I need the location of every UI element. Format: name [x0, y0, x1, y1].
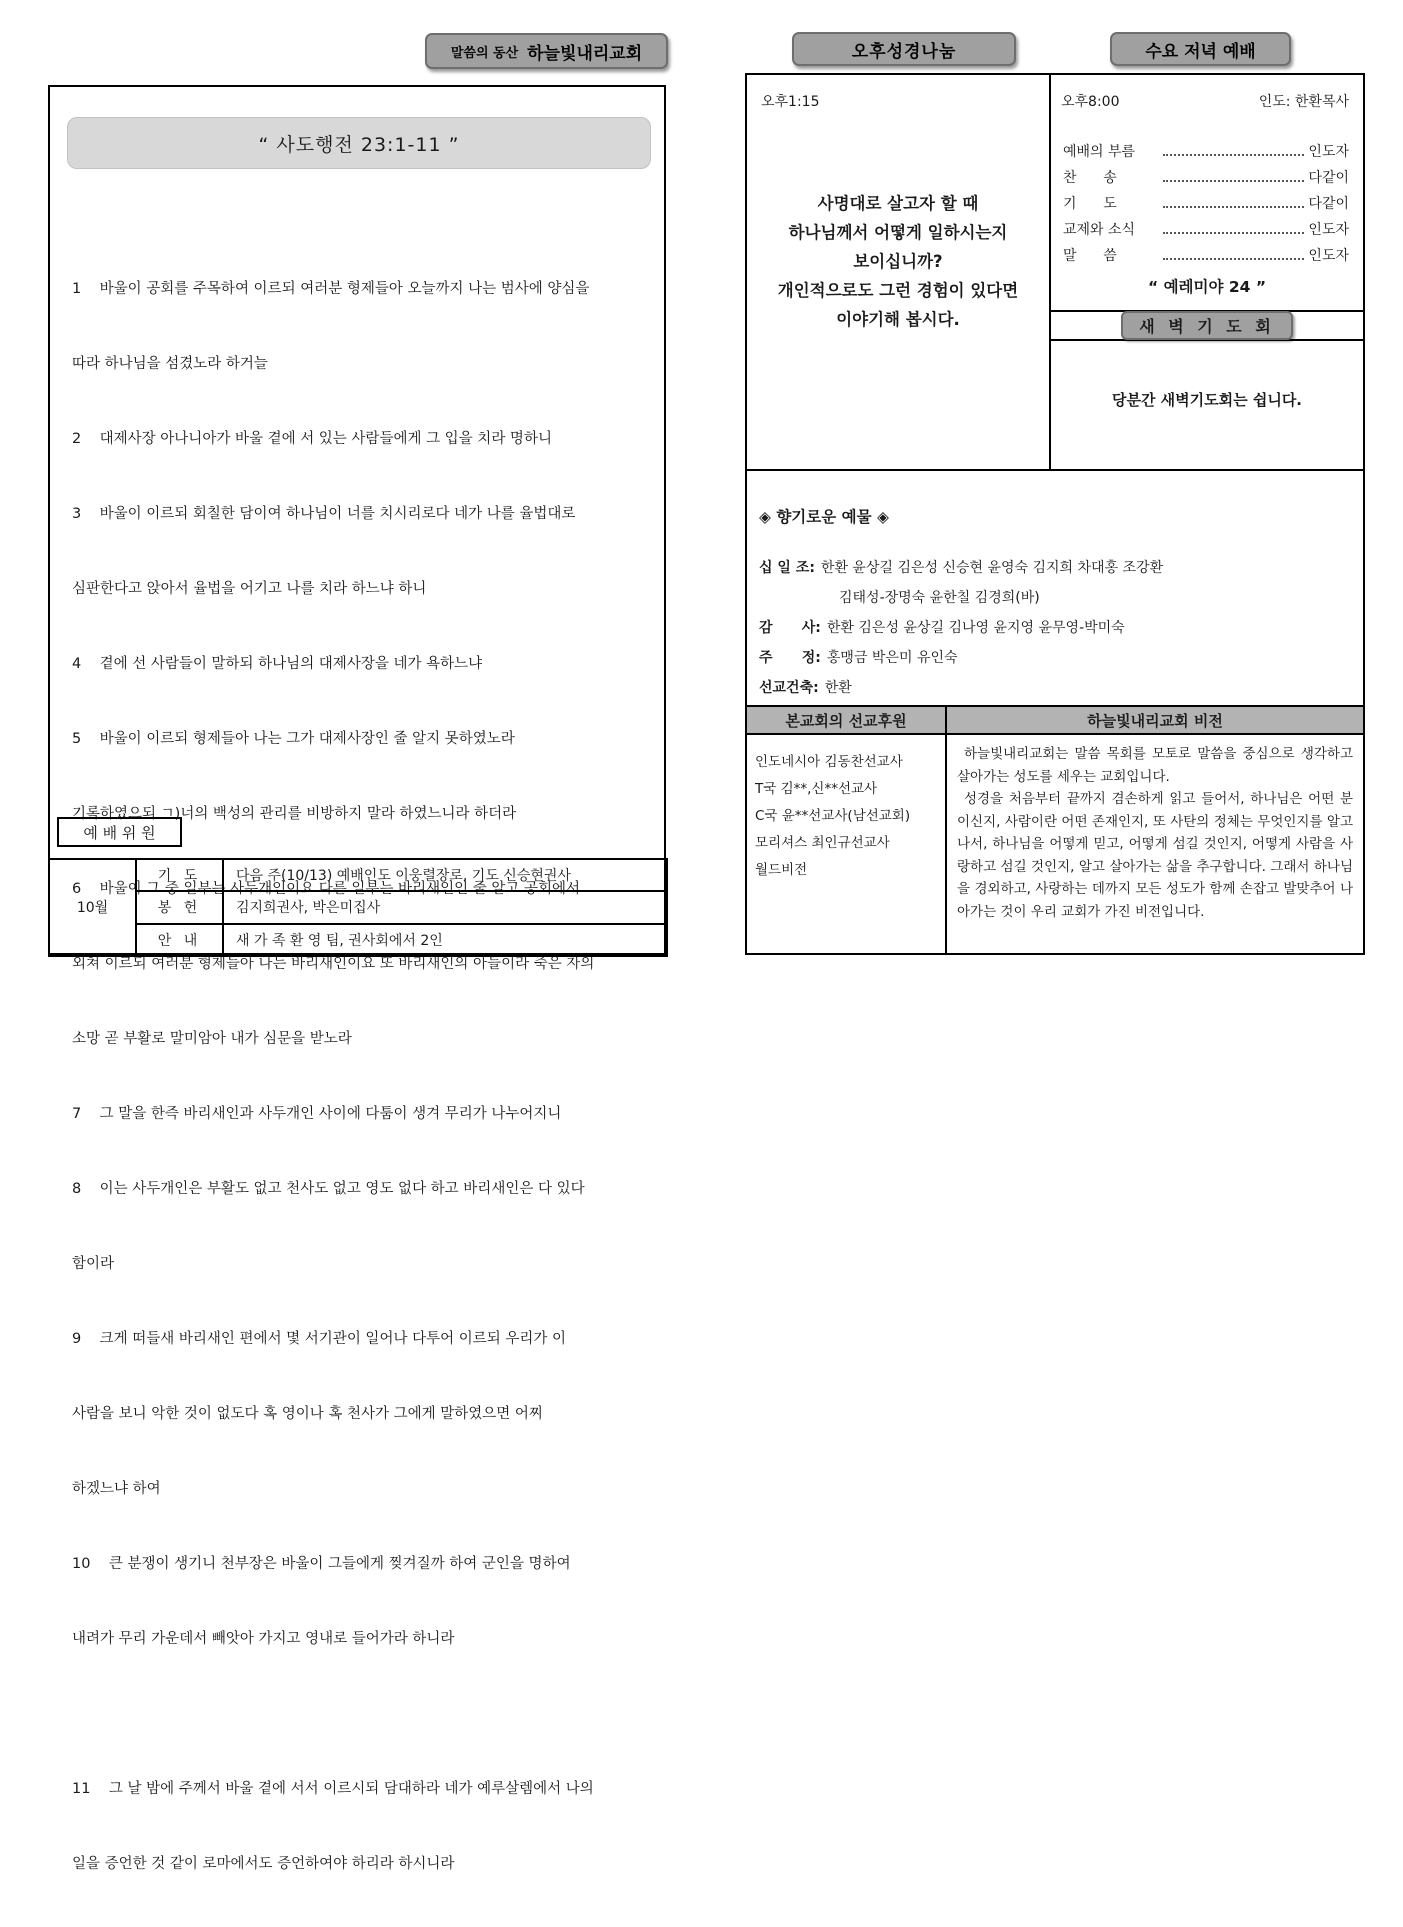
verse-line: 3 바울이 이르되 회칠한 담이여 하나님이 너를 치시리로다 네가 나를 율법대로 [72, 506, 576, 522]
dotted-leader [1163, 206, 1304, 208]
duty-month-cell: 10월 [50, 860, 137, 957]
duty-row-label: 안 내 [137, 925, 224, 957]
offering-row [759, 553, 1349, 583]
verse-line: 6 바울이 그 중 일부는 사두개인이요 다른 일부는 바리새인인 줄 알고 공회에서 [72, 881, 580, 897]
order-row [1063, 187, 1349, 213]
top-section [747, 75, 1363, 469]
verse-line: 10 큰 분쟁이 생기니 천부장은 바울이 그들에게 찢겨질까 하여 군인을 명하여 [72, 1556, 571, 1572]
order-row [1063, 213, 1349, 239]
wednesday-service-badge: 수요 저녁 예배 [1110, 32, 1291, 66]
question-line: 개인적으로도 그런 경험이 있다면 [777, 281, 1019, 300]
offering-names: 한환 [824, 680, 852, 696]
duty-row-label: 봉 헌 [137, 892, 224, 924]
verse-line: 심판한다고 앉아서 율법을 어기고 나를 치라 하느냐 하니 [72, 581, 427, 597]
verse-line: 사람을 보니 악한 것이 없도다 혹 영이나 혹 천사가 그에게 말하였으면 어찌 [72, 1406, 543, 1422]
order-row [1063, 135, 1349, 161]
verse-line: 9 크게 떠들새 바리새인 편에서 몇 서기관이 일어나 다투어 이르되 우리가 이 [72, 1331, 566, 1347]
order-who: 다같이 [1308, 170, 1349, 186]
verse-line: 4 곁에 선 사람들이 말하되 하나님의 대제사장을 네가 욕하느냐 [72, 656, 483, 672]
verse-line: 8 이는 사두개인은 부활도 없고 천사도 없고 영도 없다 하고 바리새인은 다 있다 [72, 1181, 585, 1197]
dotted-leader [1163, 232, 1304, 234]
offering-label: 선교건축: [759, 680, 819, 696]
dotted-leader [1163, 258, 1304, 260]
dawn-prayer-notice: 당분간 새벽기도회는 쉽니다. [1111, 391, 1303, 409]
wednesday-service-cell [1051, 75, 1363, 469]
offering-row [759, 613, 1349, 643]
question-line: 이야기해 봅시다. [836, 310, 960, 329]
offering-names: 홍맹금 박은미 유인숙 [826, 650, 958, 666]
offering-label: 십 일 조: [759, 560, 815, 576]
service-time: 오후8:00 [1061, 94, 1120, 110]
offering-names: 김태성-장명숙 윤한칠 김경희(바) [839, 590, 1040, 606]
bottom-table-body [747, 735, 1363, 955]
verse-line: 5 바울이 이르되 형제들아 나는 그가 대제사장인 줄 알지 못하였노라 [72, 731, 515, 747]
verse-line: 기록하였으되 ㄱ)너의 백성의 관리를 비방하지 말라 하였느니라 하더라 [72, 806, 517, 822]
service-leader: 인도: 한환목사 [1258, 94, 1349, 110]
vision-paragraph: 하늘빛내리교회는 말씀 목회를 모토로 말씀을 중심으로 생각하고 살아가는 성도를 세우는 교회입니다. [957, 746, 1353, 785]
verse-line: 일을 증언한 것 같이 로마에서도 증언하여야 하리라 하시니라 [72, 1856, 455, 1872]
offering-row [759, 643, 1349, 673]
offering-row [759, 673, 1349, 703]
worship-order-list [1051, 135, 1363, 265]
order-item: 예배의 부름 [1063, 144, 1136, 160]
order-item: 찬 송 [1063, 170, 1117, 186]
verse-line-blank [72, 1702, 650, 1727]
order-who: 인도자 [1308, 248, 1349, 264]
bottom-table-header [747, 705, 1363, 735]
mission-support-list [747, 735, 947, 955]
scripture-title: “ 사도행전 23:1-11 ” [67, 117, 651, 169]
info-page-panel [745, 73, 1365, 955]
order-item: 기 도 [1063, 196, 1117, 212]
offerings-list [759, 553, 1349, 703]
offering-names: 한환 윤상길 김은성 신승현 윤영숙 김지희 차대홍 조강환 [820, 560, 1164, 576]
dotted-leader [1163, 180, 1304, 182]
dotted-leader [1163, 154, 1304, 156]
vision-text [947, 735, 1363, 955]
duty-row-label: 기 도 [137, 860, 224, 892]
order-who: 다같이 [1308, 196, 1349, 212]
dawn-prayer-badge: 새 벽 기 도 회 [1121, 311, 1293, 340]
verse-line: 함이라 [72, 1256, 115, 1272]
verse-line: 11 그 날 밤에 주께서 바울 곁에 서서 이르시되 담대하라 네가 예루살렘에서 나의 [72, 1781, 594, 1797]
worship-committee-label: 예 배 위 원 [57, 817, 182, 847]
order-who: 인도자 [1308, 222, 1349, 238]
order-row [1063, 239, 1349, 265]
verse-line: 내려가 무리 가운데서 빼앗아 가지고 영내로 들어가라 하니라 [72, 1631, 455, 1647]
offering-label: 감 사: [759, 620, 821, 636]
offerings-section [747, 469, 1363, 705]
mission-item: 모리셔스 최인규선교사 [755, 835, 890, 851]
verse-line: 소망 곧 부활로 말미암아 내가 심문을 받노라 [72, 1031, 352, 1047]
church-header-badge [425, 33, 668, 69]
scripture-verses [72, 227, 650, 1927]
question-line: 사명대로 살고자 할 때 [817, 194, 979, 213]
order-who: 인도자 [1308, 144, 1349, 160]
bible-sharing-time: 오후1:15 [761, 94, 820, 110]
offerings-title: ◈ 향기로운 예물 ◈ [759, 508, 889, 526]
mission-support-header: 본교회의 선교후원 [747, 707, 947, 733]
vision-header: 하늘빛내리교회 비전 [1087, 711, 1223, 730]
verse-line: 따라 하나님을 섬겼노라 하거늘 [72, 356, 268, 372]
scripture-page-panel [48, 85, 666, 1872]
service-scripture: “ 예레미야 24 ” [1147, 278, 1267, 296]
verse-line: 하겠느냐 하여 [72, 1481, 161, 1497]
bible-sharing-question [747, 189, 1049, 334]
order-row [1063, 161, 1349, 187]
verse-line: 1 바울이 공회를 주목하여 이르되 여러분 형제들아 오늘까지 나는 범사에 양심을 [72, 281, 590, 297]
worship-duty-table [48, 858, 668, 957]
bible-sharing-badge: 오후성경나눔 [792, 32, 1016, 66]
vision-paragraph: 성경을 처음부터 끝까지 겸손하게 읽고 들어서, 하나님은 어떤 분이신지, 사람이란 어떤 존재인지, 또 사탄의 정체는 무엇인지를 알고 나서, 하나님을 어떻게 믿고, 어떻게 섬길 것인지, 어떻게 사람을 사랑하고 섬길 것인지, 알고 살아가는 삶을 추구합니다. 그래서 하나님을 경외하고, 사랑하는 데까지 모든 성도가 함께 손잡고 발맞추어 나아가는 것이 우리 교회가 가진 비전입니다. [957, 791, 1353, 920]
mission-item: C국 윤**선교사(남선교회) [755, 808, 911, 824]
order-item: 말 씀 [1063, 248, 1117, 264]
verse-line: 7 그 말을 한즉 바리새인과 사두개인 사이에 다툼이 생겨 무리가 나누어지니 [72, 1106, 562, 1122]
bible-sharing-cell [747, 75, 1051, 469]
mission-item: T국 김**,신**선교사 [755, 781, 878, 797]
offering-names: 한환 김은성 윤상길 김나영 윤지영 윤무영-박미숙 [826, 620, 1125, 636]
duty-row-value: 다음 주(10/13) 예배인도 이웅렬장로, 기도 신승현권사 [224, 860, 668, 892]
church-motto: 말씀의 동산 [450, 45, 519, 61]
duty-row-value: 김지희권사, 박은미집사 [224, 892, 668, 924]
verse-line: 2 대제사장 아나니아가 바울 곁에 서 있는 사람들에게 그 입을 치라 명하니 [72, 431, 552, 447]
mission-item: 월드비전 [755, 862, 808, 878]
dawn-prayer-header-band [1051, 310, 1363, 341]
mission-item: 인도네시아 김동찬선교사 [755, 754, 903, 770]
question-line: 보이십니까? [853, 252, 943, 271]
church-name: 하늘빛내리교회 [527, 43, 643, 64]
verse-line: 외쳐 이르되 여러분 형제들아 나는 바리새인이요 또 바리새인의 아들이라 죽은 자의 [72, 956, 595, 972]
offering-label: 주 정: [759, 650, 821, 666]
duty-row-value: 새 가 족 환 영 팀, 권사회에서 2인 [224, 925, 668, 957]
service-header [1051, 75, 1363, 111]
offering-row [759, 583, 1349, 613]
order-item: 교제와 소식 [1063, 222, 1136, 238]
question-line: 하나님께서 어떻게 일하시는지 [788, 223, 1008, 242]
